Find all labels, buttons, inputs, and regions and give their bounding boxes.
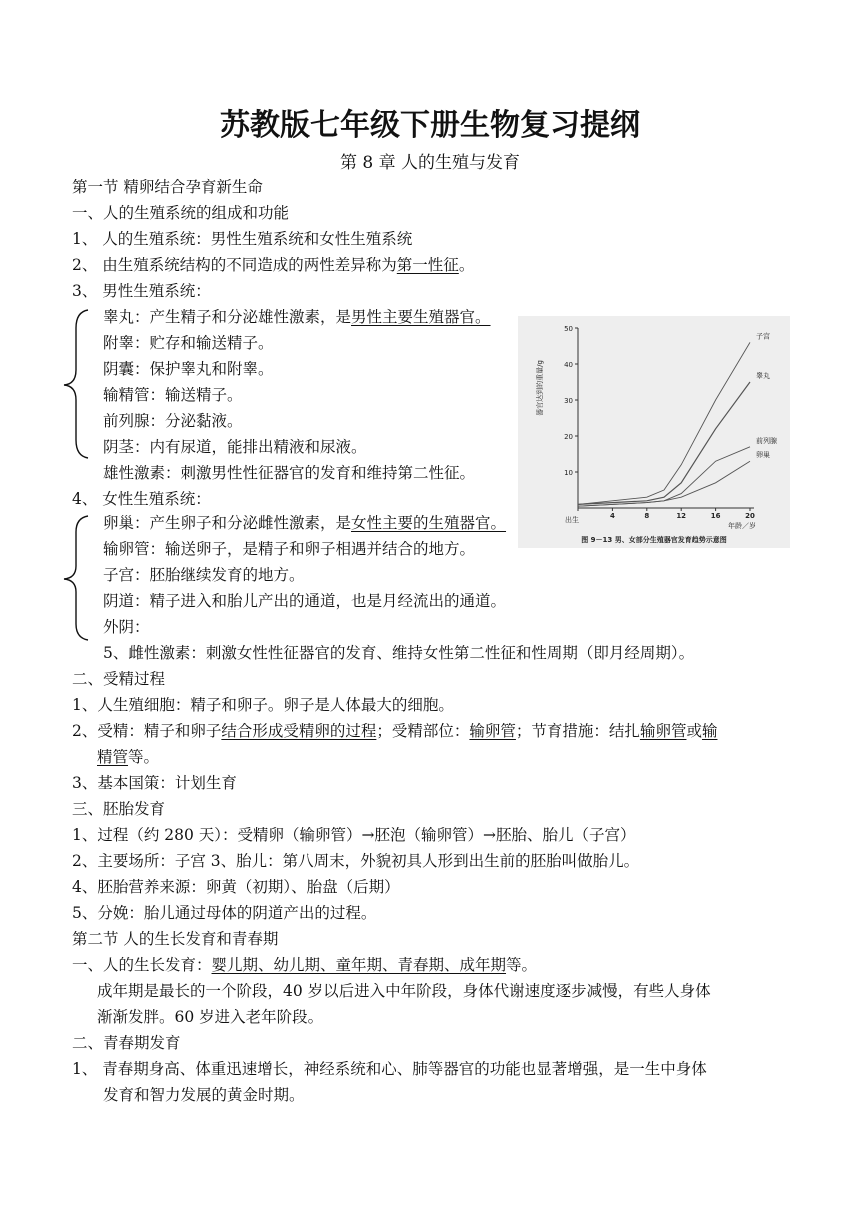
male-organ-line: 阴囊：保护睾丸和附睾。: [103, 360, 274, 378]
underlined-term: 输: [701, 722, 718, 740]
text-line: 发育和智力发展的黄金时期。: [103, 1086, 305, 1104]
y-tick-label: 40: [564, 361, 573, 369]
underlined-term: 精管: [97, 748, 129, 766]
underlined-term: 输卵管: [639, 722, 687, 740]
text-line: 3、基本国策：计划生育: [72, 774, 237, 792]
chart-caption: 图 9－13 男、女部分生殖器官发育趋势示意图: [581, 536, 727, 544]
text-line: 成年期是最长的一个阶段，40 岁以后进入中年阶段，身体代谢速度逐步减慢，有些人身体: [97, 982, 711, 1000]
doc-title: 苏教版七年级下册生物复习提纲: [220, 108, 640, 143]
series-line: [578, 382, 750, 504]
y-axis-label: 器官达到的重量/g: [536, 360, 544, 416]
x-tick-label: 4: [609, 512, 615, 520]
underlined-term: 输卵管: [469, 722, 516, 740]
text-line: 2、受精：精子和卵子结合形成受精卵的过程；受精部位：输卵管；节育措施：结扎输卵管或输: [72, 722, 718, 740]
female-organ-line: 卵巢：产生卵子和分泌雌性激素，是女性主要的生殖器官。: [103, 514, 507, 532]
female-organ-line: 外阴：: [103, 618, 150, 636]
chart-svg: [518, 316, 790, 548]
underlined-term: 婴儿期、幼儿期、童年期、青春期、成年期: [211, 956, 507, 974]
section-heading: 第一节 精卵结合孕育新生命: [72, 178, 263, 196]
x-tick-label: 12: [676, 512, 687, 520]
female-organ-line: 子宫：胚胎继续发育的地方。: [103, 566, 305, 584]
text-line: 渐渐发胖。60 岁进入老年阶段。: [97, 1008, 324, 1026]
text-line: 2、 由生殖系统结构的不同造成的两性差异称为第一性征。: [72, 256, 475, 274]
series-label: 睾丸: [756, 372, 770, 380]
underlined-term: 第一性征: [396, 256, 459, 274]
x-tick-label: 出生: [565, 516, 579, 524]
male-hormone-line: 雄性激素：刺激男性性征器官的发育和维持第二性征。: [103, 464, 476, 482]
chapter-title: 第 8 章 人的生殖与发育: [339, 153, 521, 173]
male-organ-line: 输精管：输送精子。: [103, 386, 243, 404]
y-tick-label: 20: [564, 433, 573, 441]
y-tick-label: 50: [564, 325, 573, 333]
series-label: 子宫: [756, 332, 770, 341]
male-organ-line: 阴茎：内有尿道，能排出精液和尿液。: [103, 438, 367, 456]
sub-heading: 一、人的生殖系统的组成和功能: [72, 204, 290, 222]
series-line: [578, 461, 750, 506]
text-line: 一、人的生长发育：婴儿期、幼儿期、童年期、青春期、成年期等。: [72, 956, 538, 974]
text-line: 1、过程（约 280 天）：受精卵（输卵管）→胚泡（输卵管）→胚胎、胎儿（子宫）: [72, 826, 636, 844]
y-tick-label: 10: [564, 469, 573, 477]
text-line: 1、人生殖细胞：精子和卵子。卵子是人体最大的细胞。: [72, 696, 454, 714]
series-label: 卵巢: [756, 451, 770, 460]
text-line: 3、 男性生殖系统：: [72, 282, 211, 300]
text-line: 精管等。: [97, 748, 160, 766]
x-axis-label: 年龄／岁: [728, 522, 756, 530]
male-organ-line: 附睾：贮存和输送精子。: [103, 334, 274, 352]
section-heading: 第二节 人的生长发育和青春期: [72, 930, 279, 948]
text-line: 1、 人的生殖系统：男性生殖系统和女性生殖系统: [72, 230, 413, 248]
sub-heading: 二、受精过程: [72, 670, 166, 688]
female-brace-icon: [60, 514, 100, 642]
x-tick-label: 20: [745, 512, 755, 520]
organ-growth-chart: [518, 316, 790, 548]
text-line: 4、胚胎营养来源：卵黄（初期）、胎盘（后期）: [72, 878, 400, 896]
series-label: 前列腺: [756, 436, 777, 445]
text-line: 1、 青春期身高、体重迅速增长，神经系统和心、肺等器官的功能也显著增强，是一生中身体: [72, 1060, 707, 1078]
x-tick-label: 16: [710, 512, 721, 520]
series-line: [578, 342, 750, 504]
underlined-term: 女性主要的生殖器官。: [351, 514, 507, 532]
male-organ-line: 前列腺：分泌黏液。: [103, 412, 243, 430]
female-hormone-line: 5、雌性激素：刺激女性性征器官的发育、维持女性第二性征和性周期（即月经周期）。: [103, 644, 695, 662]
underlined-term: 结合形成受精卵的过程: [221, 722, 377, 740]
sub-heading: 二、青春期发育: [72, 1034, 181, 1052]
sub-heading: 三、胚胎发育: [72, 800, 166, 818]
y-tick-label: 30: [564, 397, 573, 405]
text-line: 4、 女性生殖系统：: [72, 490, 211, 508]
underlined-term: 男性主要生殖器官。: [351, 308, 491, 326]
x-tick-label: 8: [644, 512, 650, 520]
text-line: 2、主要场所：子宫 3、胎儿：第八周末，外貌初具人形到出生前的胚胎叫做胎儿。: [72, 852, 640, 870]
male-brace-icon: [60, 308, 100, 460]
male-organ-line: 睾丸：产生精子和分泌雄性激素，是男性主要生殖器官。: [103, 308, 491, 326]
female-organ-line: 阴道：精子进入和胎儿产出的通道，也是月经流出的通道。: [103, 592, 507, 610]
female-organ-line: 输卵管：输送卵子，是精子和卵子相遇并结合的地方。: [103, 540, 476, 558]
text-line: 5、分娩：胎儿通过母体的阴道产出的过程。: [72, 904, 377, 922]
